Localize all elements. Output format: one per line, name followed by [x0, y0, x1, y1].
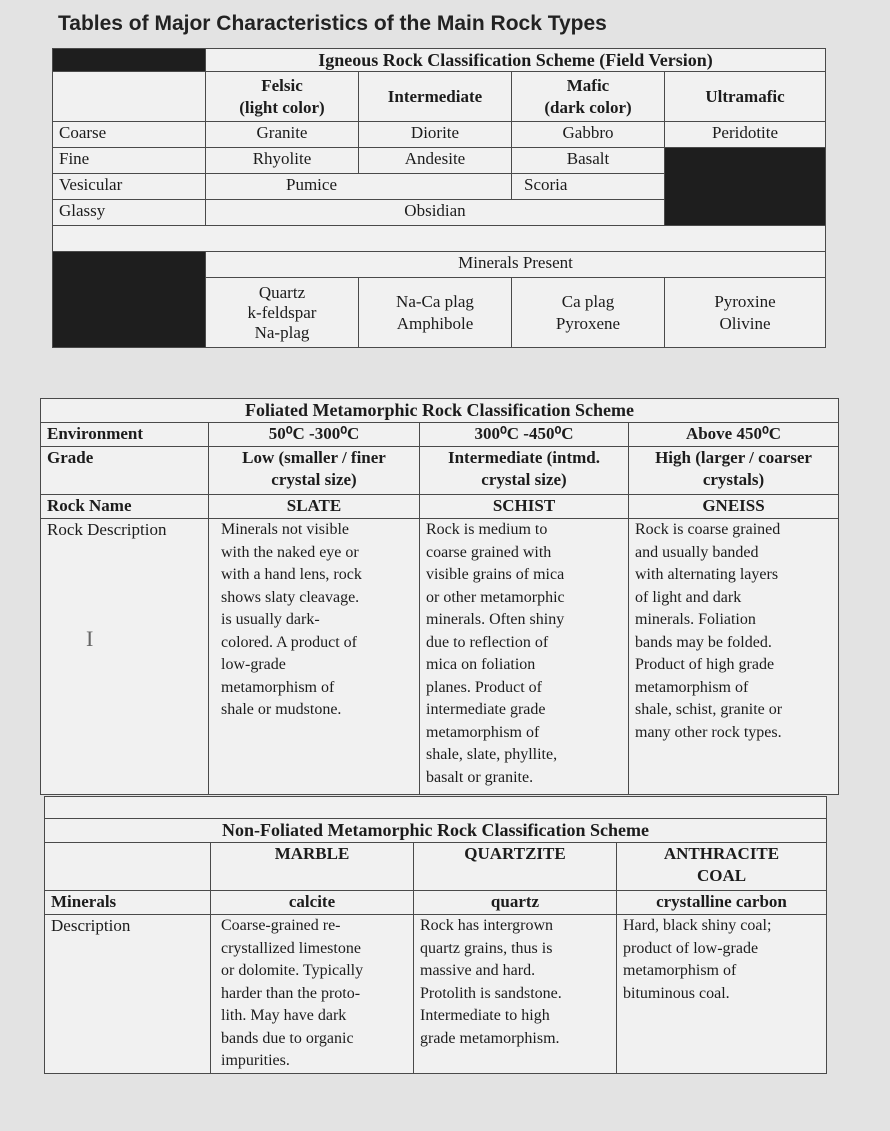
quartzite-minerals: quartz: [414, 891, 617, 915]
desc-line: quartz grains, thus is: [420, 939, 553, 957]
minerals-ultramafic: [665, 278, 826, 348]
ultramafic-header: Ultramafic: [665, 72, 826, 122]
mineral-amphibole: Amphibole: [396, 313, 474, 333]
desc-line: planes. Product of: [426, 678, 542, 696]
desc-line: Protolith is sandstone.: [420, 984, 562, 1002]
desc-line: bituminous coal.: [623, 984, 730, 1002]
felsic-label: Felsic: [261, 75, 303, 95]
mineral-na-plag: Na-plag: [254, 322, 310, 342]
ultramafic-blackout: [665, 148, 826, 226]
desc-line: metamorphism of: [635, 678, 749, 696]
row-label-glassy: Glassy: [53, 200, 206, 226]
desc-line: harder than the proto-: [221, 984, 361, 1002]
desc-line: Minerals not visible: [221, 521, 349, 538]
desc-line: many other rock types.: [635, 723, 782, 741]
label-grade: Grade: [41, 447, 209, 495]
mineral-pyroxene: Pyroxene: [555, 313, 621, 333]
slate-grade-line: crystal size): [271, 470, 357, 489]
cell-basalt: Basalt: [512, 148, 665, 174]
desc-line: shale or mudstone.: [221, 701, 342, 718]
slate-grade-line: Low (smaller / finer: [242, 448, 386, 467]
minerals-mafic: [512, 278, 665, 348]
desc-line: coarse grained with: [426, 543, 552, 561]
schist-description: [420, 519, 629, 795]
igneous-table-title: Igneous Rock Classification Scheme (Field Version): [206, 49, 826, 72]
desc-line: Rock has intergrown: [420, 917, 554, 934]
text-cursor-icon: I: [86, 626, 94, 651]
desc-line: and usually banded: [635, 543, 759, 561]
desc-line: bands due to organic: [221, 1029, 354, 1047]
igneous-header-blank: [53, 72, 206, 122]
igneous-spacer-row: [53, 226, 826, 252]
anthracite-description: [617, 915, 827, 1074]
desc-line: Hard, black shiny coal;: [623, 917, 772, 934]
desc-line: of light and dark: [635, 588, 742, 606]
gneiss-grade-line: crystals): [702, 470, 765, 489]
desc-line: metamorphism of: [623, 962, 737, 979]
desc-line: metamorphism of: [221, 678, 335, 696]
minerals-present-header: Minerals Present: [206, 252, 826, 278]
igneous-classification-table: [52, 48, 826, 348]
label-rock-description: Rock Description: [41, 519, 209, 795]
desc-line: shale, slate, phyllite,: [426, 746, 558, 763]
desc-line: product of low-grade: [623, 939, 759, 957]
desc-line: basalt or granite.: [426, 768, 534, 786]
cell-andesite: Andesite: [359, 148, 512, 174]
intermediate-header: Intermediate: [359, 72, 512, 122]
mineral-olivine: Olivine: [719, 313, 771, 333]
mafic-header: [512, 72, 665, 122]
label-description: Description: [45, 915, 211, 1074]
desc-line: metamorphism of: [426, 723, 540, 741]
desc-line: colored. A product of: [221, 633, 357, 651]
desc-line: Intermediate to high: [420, 1007, 550, 1024]
schist-environment: 300⁰C -450⁰C: [420, 423, 629, 447]
mineral-quartz: Quartz: [258, 282, 306, 302]
desc-line: with a hand lens, rock: [221, 566, 362, 583]
desc-line: bands may be folded.: [635, 633, 772, 651]
desc-line: visible grains of mica: [426, 566, 565, 583]
igneous-corner-blank: [53, 49, 206, 72]
minerals-blackout: [53, 252, 206, 348]
mineral-na-ca-plag: Na-Ca plag: [396, 291, 474, 311]
desc-line: or other metamorphic: [426, 588, 565, 606]
mafic-label: Mafic: [566, 75, 610, 95]
desc-line: grade metamorphism.: [420, 1029, 560, 1047]
cell-scoria: Scoria: [512, 174, 665, 200]
desc-line: Rock is coarse grained: [635, 521, 781, 538]
desc-line: minerals. Often shiny: [426, 611, 565, 628]
minerals-intermediate: [359, 278, 512, 348]
anthracite-name-line: ANTHRACITE: [663, 844, 780, 863]
page-title: Tables of Major Characteristics of the Main Rock Types: [58, 12, 607, 35]
desc-line: is usually dark-: [221, 611, 320, 628]
felsic-note: (light color): [239, 97, 325, 117]
anthracite-name-line: COAL: [696, 866, 747, 885]
foliated-metamorphic-table: [40, 398, 839, 795]
mineral-k-feldspar: k-feldspar: [247, 302, 317, 322]
desc-line: massive and hard.: [420, 962, 536, 979]
desc-line: Product of high grade: [635, 656, 775, 673]
schist-grade: [420, 447, 629, 495]
cell-gabbro: Gabbro: [512, 122, 665, 148]
marble-description: [211, 915, 414, 1074]
anthracite-name: [617, 843, 827, 891]
foliated-table-title: Foliated Metamorphic Rock Classification Scheme: [41, 399, 839, 423]
label-environment: Environment: [41, 423, 209, 447]
cell-peridotite: Peridotite: [665, 122, 826, 148]
row-label-coarse: Coarse: [53, 122, 206, 148]
desc-line: mica on foliation: [426, 656, 536, 673]
schist-grade-line: crystal size): [481, 470, 567, 489]
schist-grade-line: Intermediate (intmd.: [447, 448, 601, 467]
slate-description: [209, 519, 420, 795]
row-label-vesicular: Vesicular: [53, 174, 206, 200]
desc-line: Coarse-grained re-: [221, 917, 341, 934]
cell-pumice: Pumice: [206, 174, 512, 200]
label-rock-name: Rock Name: [41, 495, 209, 519]
desc-line: low-grade: [221, 656, 286, 673]
gneiss-grade: [629, 447, 839, 495]
desc-line: impurities.: [221, 1052, 290, 1069]
cell-rhyolite: Rhyolite: [206, 148, 359, 174]
desc-line: with alternating layers: [635, 566, 779, 583]
mafic-note: (dark color): [544, 97, 632, 117]
desc-line: due to reflection of: [426, 633, 549, 651]
slate-environment: 50⁰C -300⁰C: [209, 423, 420, 447]
desc-line: with the naked eye or: [221, 543, 359, 561]
desc-line: lith. May have dark: [221, 1007, 347, 1024]
nonfoliated-table-title: Non-Foliated Metamorphic Rock Classification Scheme: [45, 819, 827, 843]
mineral-pyroxine: Pyroxine: [714, 291, 776, 311]
desc-line: shale, schist, granite or: [635, 701, 783, 718]
quartzite-name: QUARTZITE: [414, 843, 617, 891]
gneiss-environment: Above 450⁰C: [629, 423, 839, 447]
marble-name: MARBLE: [211, 843, 414, 891]
anthracite-minerals: crystalline carbon: [617, 891, 827, 915]
mineral-ca-plag: Ca plag: [561, 291, 615, 311]
marble-minerals: calcite: [211, 891, 414, 915]
slate-name: SLATE: [209, 495, 420, 519]
nonfoliated-metamorphic-table: [44, 796, 827, 1074]
quartzite-description: [414, 915, 617, 1074]
felsic-header: [206, 72, 359, 122]
cell-obsidian: Obsidian: [206, 200, 665, 226]
desc-line: minerals. Foliation: [635, 611, 756, 628]
minerals-felsic: [206, 278, 359, 348]
schist-name: SCHIST: [420, 495, 629, 519]
desc-line: Rock is medium to: [426, 521, 548, 538]
row-label-fine: Fine: [53, 148, 206, 174]
nonfoliated-spacer-row: [45, 797, 827, 819]
desc-line: or dolomite. Typically: [221, 962, 364, 979]
nonfoliated-header-blank: [45, 843, 211, 891]
gneiss-name: GNEISS: [629, 495, 839, 519]
gneiss-grade-line: High (larger / coarser: [655, 448, 812, 467]
desc-line: crystallized limestone: [221, 939, 361, 957]
desc-line: shows slaty cleavage.: [221, 588, 360, 606]
label-minerals: Minerals: [45, 891, 211, 915]
desc-line: intermediate grade: [426, 701, 546, 718]
cell-granite: Granite: [206, 122, 359, 148]
slate-grade: [209, 447, 420, 495]
gneiss-description: [629, 519, 839, 795]
cell-diorite: Diorite: [359, 122, 512, 148]
